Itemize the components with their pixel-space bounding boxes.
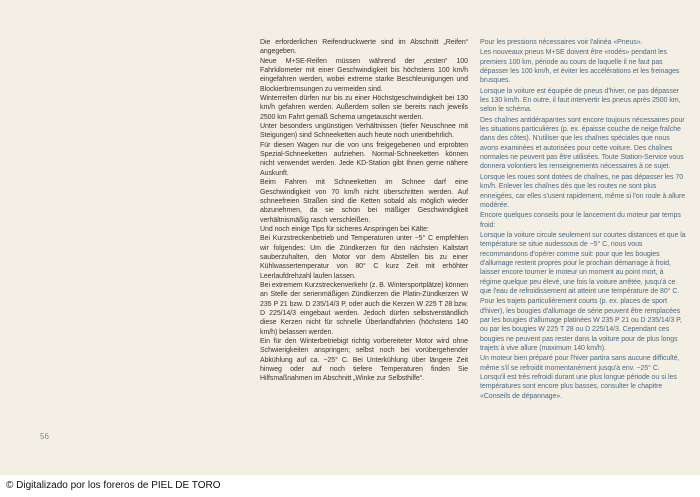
french-paragraph: Pour les trajets particulièrement courts (p. ex. places de sport d'hiver), les bougies d'allumage de série peuvent être remplacées par les bougies d'allumage platinées W 235 P 21 ou D 235/14/3 P, ou par les bougies W 225 T 28 ou D 225/14/3. Cependant ces bougies ne peuvent pas rester dans la voiture pour de plus longs trajets à vive allure (maximum 140 km/h). <box>480 298 682 352</box>
german-paragraph: Ein für den Winterbetriebigt richtig vorbereiteter Motor wird ohne Schwierigkeiten anspringen; selbst noch bei vorübergehender Abkühlung auf ca. −25° C. Bei Unterkühlung über längere Zeit hinweg oder auf noch tiefere Temperaturen finden Sie Hilfsmaßnahmen im Abschnitt „Winke zur Selbsthilfe“. <box>260 338 468 383</box>
german-column <box>260 38 468 384</box>
german-paragraph: Für diesen Wagen nur die von uns freigegebenen und erprobten Spezial-Schneeketten aufziehen. Normal-Schneeketten können nicht verwendet werden. Jede KD-Station gibt Ihnen gerne nähere Auskunft. <box>260 141 468 177</box>
french-paragraph: Un moteur bien préparé pour l'hiver partira sans aucune difficulté, même s'il se refroidit momentanément jusqu'à env. −25° C. Lorsqu'il est très refroidi durant une plus longue période ou si les températures sont encore plus basses, consulter le chapitre «Conseils de dépannage». <box>480 355 680 400</box>
german-paragraph: Bei extremem Kurzstreckenverkehr (z. B. Wintersportplätze) können an Stelle der serienmäßigen Zündkerzen die Platin-Zündkerzen W 235 P 21 bzw. D 235/14/3 P, oder auch die Kerzen W 225 T 28 bzw. D 225/14/3 eingebaut werden. Jedoch dürfen selbstverständlich diese Kerzen nicht für schnelle Überlandfahrten (höchstens 140 km/h) belassen werden. <box>260 281 468 336</box>
french-paragraph: Lorsque la voiture circule seulement sur courtes distances et que la température se situe audessous de −5° C, nous vous recommandons d'opérer comme suit: pour que les bougies d'allumage restent propres pour le prochain démarrage à froid, laisser encore tourner le moteur un moment au point mort, à régime quelque peu élevé, une fois la voiture arrêtée, jusqu'à ce que l'eau de refroidissement ait atteint une température de 80° C. <box>480 231 686 295</box>
french-column <box>480 38 686 402</box>
german-paragraph: Unter besonders ungünstigen Verhältnissen (tiefer Neuschnee mit Steigungen) sind Schneeketten auch heute noch unentbehrlich. <box>260 123 468 140</box>
german-paragraph: Bei Kurzstreckenbetrieb und Temperaturen unter −5° C empfehlen wir folgendes: Um die Zündkerzen für den nächsten Kaltstart sauberzuhalten, den Motor vor dem Abstellen bis zu einer Kühlwassertemperatur von 80° C kurz Zeit mit erhöhter Leerlaufdrehzahl laufen lassen. <box>260 235 468 280</box>
german-paragraph: Neue M+SE-Reifen müssen während der „ersten“ 100 Fahrkilometer mit einer Geschwindigkeit bis höchstens 100 km/h eingefahren werden, wobei extreme starke Beschleunigungen und Blockierbremsungen zu vermeiden sind. <box>260 57 468 93</box>
french-paragraph: Encore quelques conseils pour le lancement du moteur par temps froid: <box>480 212 681 229</box>
scan-credit: © Digitalizado por los foreros de PIEL DE TORO <box>6 480 221 491</box>
french-paragraph: Des chaînes antidérapantes sont encore toujours nécessaires pour les situations particulières (p. ex. épaisse couche de neige fraîche dans des côtes). N'utiliser que les chaînes spéciales que nous avons examinées et autorisées pour cette voiture. Des chaînes normales ne peuvent pas être utilisées. Toute Station-Service vous donnera volontiers les renseignements nécessaires à ce sujet. <box>480 116 685 171</box>
french-paragraph: Pour les pressions nécessaires voir l'alinéa «Pneus». <box>480 39 643 46</box>
german-paragraph: Winterreifen dürfen nur bis zu einer Höchstgeschwindigkeit bei 130 km/h gefahren werden. Außerdem sollen sie bereits nach jeweils 2500 km Fahrt gemäß Schema umgetauscht werden. <box>260 95 468 121</box>
german-paragraph: Beim Fahren mit Schneeketten im Schnee darf eine Geschwindigkeit von 70 km/h nicht überschritten werden. Auf schneefreien Straßen sind die Ketten sobald als möglich wieder abzunehmen, da sie schon bei mäßiger Geschwindigkeit verhältnismäßig rasch verschleißen. <box>260 179 468 224</box>
french-paragraph: Les nouveaux pneus M+SE doivent être «rodés» pendant les premiers 100 km, période au cours de laquelle il ne faut pas dépasser les 100 km/h, et éviter les accélérations et les freinages brusques. <box>480 49 680 85</box>
french-paragraph: Lorsque la voiture est équipée de pneus d'hiver, ne pas dépasser les 130 km/h. En outre, il faut intervertir les pneus après 2500 km, selon le schéma. <box>480 87 681 114</box>
german-paragraph: Die erforderlichen Reifendruckwerte sind im Abschnitt „Reifen“ angegeben. <box>260 39 468 56</box>
french-paragraph: Lorsque les roues sont dotées de chaînes, ne pas dépasser les 70 km/h. Enlever les chaînes dès que les routes ne sont plus enneigées, car elles s'usent rapidement, même si l'on roule à allure modérée. <box>480 173 686 209</box>
german-paragraph: Und noch einige Tips für sicheres Anspringen bei Kälte: <box>260 225 468 234</box>
page-number: 56 <box>40 432 49 441</box>
